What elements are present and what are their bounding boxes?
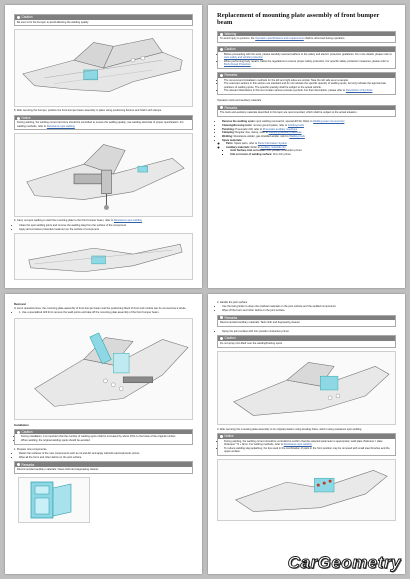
finished-beam-drawing: [15, 234, 192, 279]
notice-box: [14, 115, 193, 131]
warning-icon: [220, 33, 223, 36]
caution-label: Caution: [21, 15, 33, 20]
list-item: • During welding, the welding current should be controlled to confirm that the selected parameter is appropriate; weld plate thickness = plate thickness * N + 9mm. For welding methods, refer to Resistance spot welding: [224, 440, 393, 447]
installation-heading: Installation: [14, 422, 29, 427]
caution-box: [217, 335, 396, 347]
list-item: • Cleaning/dressing tools: remove ground paste, refer to Grinding tools: [222, 124, 396, 127]
step-5-text: 5. After securing the bumper, position the front bumper beam assembly in place using positioning fixtures and hold it with clamps.: [14, 109, 162, 113]
welding-drawing: [218, 460, 395, 520]
list-item: • When performing body repairs, follow the regulations to ensure proper safety protection. For specific safety protection measures, please refer to Body Repair Protection: [224, 60, 393, 67]
handle-joint-step: 2. Handle the joint surface.: [217, 301, 248, 304]
remarks-icon: [220, 316, 223, 319]
page-title: Replacement of mounting plate assembly of front bumper beam: [217, 12, 380, 27]
manual-page-1: [5, 5, 202, 288]
tool-link[interactable]: Welding seam removal tool: [313, 120, 345, 124]
caution-text: Be sure to fix the bumper to avoid affecting the welding quality.: [17, 20, 89, 24]
brand-watermark: CarGeometry: [287, 553, 401, 572]
remarks-box-2: [217, 105, 396, 117]
remarks-text: Recommended auxiliary materials: Clean cloth and degreasing cleaner.: [17, 467, 99, 471]
warning-text-end: shall be observed during operation.: [304, 37, 346, 41]
caution-icon: [17, 16, 20, 19]
bumper-beam-illustration-2: [14, 133, 193, 217]
manual-page-2: [208, 5, 405, 288]
removal-text: In some operation lines, the mounting plate assembly of front bumper beam and the positioning block of front end module can be removed as a whole.: [14, 307, 187, 310]
parts-link[interactable]: Parts Information System: [257, 142, 288, 146]
step-6-text: [14, 219, 193, 222]
list-item: • Welding: Resistance welder, gas shielded welder, refer to Welding tools: [222, 135, 396, 138]
manual-page-4: [208, 294, 405, 574]
list-item: • Punching: Pneumatic drill, refer to Pneumatic auxiliary machines: [222, 128, 396, 131]
manual-page-3: [5, 294, 202, 574]
list-item: • Apply anti-corrosive protective treatment on the surface of component.: [19, 228, 193, 231]
notice-label: Notice: [21, 115, 31, 120]
warning-link[interactable]: Operation specifications and requirements: [255, 37, 304, 41]
list-item: • Retain the surfaces of the new components such as oil and dirt and apply cathodic electrophoretic primer.: [19, 452, 193, 455]
remarks-icon: [220, 74, 223, 77]
caution-text: Do not spray zinc-filled over the welding/brazing spots.: [220, 341, 283, 345]
caution-box: [217, 46, 396, 69]
remarks-label: Remarks: [224, 315, 238, 320]
notice-text: During welding, the welding current and time should be controlled to ensure the welding quality; use welding electrode of proper specification. For welding methods, refer to: [17, 121, 184, 128]
list-item: • Wipe all the burrs and other debris on the joint surface.: [19, 456, 193, 459]
body-repair-link[interactable]: Body Repair Protection: [224, 63, 251, 67]
new-part-illustration: [18, 477, 90, 523]
step-6-link[interactable]: Resistance spot welding: [113, 219, 142, 223]
list-item: • Clean the spot welding joints and remove the welding slag from the surface of the component.: [19, 224, 193, 227]
list-item: • Use the belt grinder to clean the residual materials on the joint surface and the welded components.: [222, 305, 396, 308]
step-6-main: 6. Carry out spot welding to weld the mounting plate to the front bumper beam, refer to: [14, 219, 114, 223]
caution-box: [14, 14, 193, 26]
caution-icon: [17, 431, 20, 434]
materials-link[interactable]: Auxiliary materials list: [260, 146, 286, 150]
list-item: ▪ Joint Surface Anti-corrosion: Zinc powder conductive primer: [230, 149, 396, 152]
warning-label: Warning: [224, 32, 237, 36]
remarks-text: The tools and auxiliary materials described in this topic are recommended, which shall be subject to the actual situation.: [220, 111, 358, 115]
list-item: ◦ Auxiliary materials: Refer to Auxiliary materials list ▪ Joint Surface Anti-corrosion: Zinc powder conductive primer ▪ Anti-corrosion of welding surface: Zinc-rich primer: [226, 146, 396, 156]
removal-drawing: [15, 319, 192, 419]
bumper-beam-illustration-3: [14, 233, 193, 280]
list-item: • Spray the joint surface with zinc powder conductive primer.: [222, 330, 396, 333]
notice-icon: [220, 435, 223, 438]
list-item: • Wipe off the burrs and other debris on the joint surface.: [222, 309, 396, 312]
list-item: • The removal and installation methods for the left and right sides are similar. Take the left side as an example.: [224, 79, 393, 82]
list-item: • When welding, the original welding spots should be avoided.: [21, 439, 190, 442]
safety-link[interactable]: Auto safety and vehicle protection: [224, 56, 263, 60]
mounting-plate-drawing: [19, 478, 89, 522]
remarks-box: [217, 315, 396, 327]
removal-illustration: [14, 318, 193, 420]
list-item: • To reduce welding slag splashing, the tips used in the combination of parts in the front position may be removed with small steel brushes and the upper surface.: [224, 447, 393, 454]
list-item: ▪ Anti-corrosion of welding surface: Zinc-rich primer: [230, 153, 396, 156]
remarks-icon: [220, 106, 223, 109]
caution-label: Caution: [224, 47, 236, 52]
tool-link[interactable]: Pneumatic auxiliary machines: [262, 127, 298, 131]
remarks-label: Remarks: [224, 73, 238, 78]
tool-link[interactable]: Grinding tools: [287, 123, 304, 127]
warning-text: To avoid injury to persons, the: [220, 37, 255, 41]
list-item: • Spare materials: ◦ Parts: Spare parts, refer to Parts Information System ◦ Auxiliary materials: Refer to Auxiliary materials list ▪ Joint Surface Anti-corrosion: Zinc powder conductive primer ▪ Anti-corrosion of welding surface: Zinc-rich primer: [222, 139, 396, 156]
caution-box: [14, 429, 193, 445]
list-item: ◦ Parts: Spare parts, refer to Parts Information System: [226, 142, 396, 145]
joint-surface-drawing: [218, 352, 395, 424]
list-item: • The execution actions in this section are standard and do not indicate the specific quantity of welding spots, but only indicate the approximate positions of welding spots. The specific quantity shall be subject to the actual vehicle.: [224, 82, 393, 89]
notice-icon: [17, 117, 20, 120]
caution-icon: [220, 337, 223, 340]
tool-link[interactable]: Clamping auxiliary machines: [268, 131, 302, 135]
joint-surface-illustration: [217, 351, 396, 425]
caution-label: Caution: [224, 336, 236, 341]
bumper-beam-drawing: [15, 30, 192, 106]
remarks-text: Recommended auxiliary materials: Tack cloth and degreasing cleaner.: [220, 321, 301, 325]
remarks-box: [217, 72, 396, 95]
weld-step-text: 3. After securing the mounting plate assembly to its original position using locating holes, weld it using resistance spot welding.: [217, 427, 363, 431]
list-item: • During installation, it is important that the number of welding spots shall be increased by about 10% on the basis of the original number.: [21, 435, 190, 438]
prepare-step-text: 1. Prepare new components.: [14, 447, 48, 451]
warning-box: [217, 31, 396, 43]
remarks-box: [14, 461, 193, 473]
bumper-beam-illustration-1: [14, 29, 193, 107]
clamp-drawing: [15, 134, 192, 216]
remarks-label: Remarks: [224, 105, 238, 110]
tools-list: [217, 120, 396, 156]
caution-label: Caution: [21, 429, 33, 434]
notice-label: Notice: [224, 434, 234, 439]
remarks-label: Remarks: [21, 462, 35, 467]
remarks-icon: [17, 463, 20, 466]
notice-link[interactable]: Resistance spot welding: [46, 124, 75, 128]
list-item: • 1. Use a specialized drill bit to remove the weld points and take off the mounting plate assembly of the front bumper beam.: [19, 311, 193, 314]
welding-illustration: [217, 459, 396, 521]
list-item: • Remove the welding spots: spot welding removal kit, special drill bit. Refer to Welding seam removal tool: [222, 120, 396, 123]
caution-icon: [220, 48, 223, 51]
list-item: • The relevant illustrations in this text contain various process symbols. For their description, please refer to Description of Symbols: [224, 89, 393, 92]
list-item: • Clamping: Regular vise, clamp, refer to Clamping auxiliary machines: [222, 131, 396, 134]
symbols-link[interactable]: Description of Symbols: [345, 89, 373, 93]
equipment-heading: Operation tools and auxiliary materials: [217, 99, 262, 103]
removal-heading: Removal: [14, 302, 26, 306]
notice-box: [217, 433, 396, 456]
tool-link[interactable]: Welding tools: [289, 135, 305, 139]
notice-link[interactable]: Resistance spot welding: [283, 442, 312, 446]
list-item: • Before proceeding with the work, please carefully read and adhere to the safety and electric protection guidelines. For more details, please refer to Auto safety and vehicle protection: [224, 53, 393, 60]
